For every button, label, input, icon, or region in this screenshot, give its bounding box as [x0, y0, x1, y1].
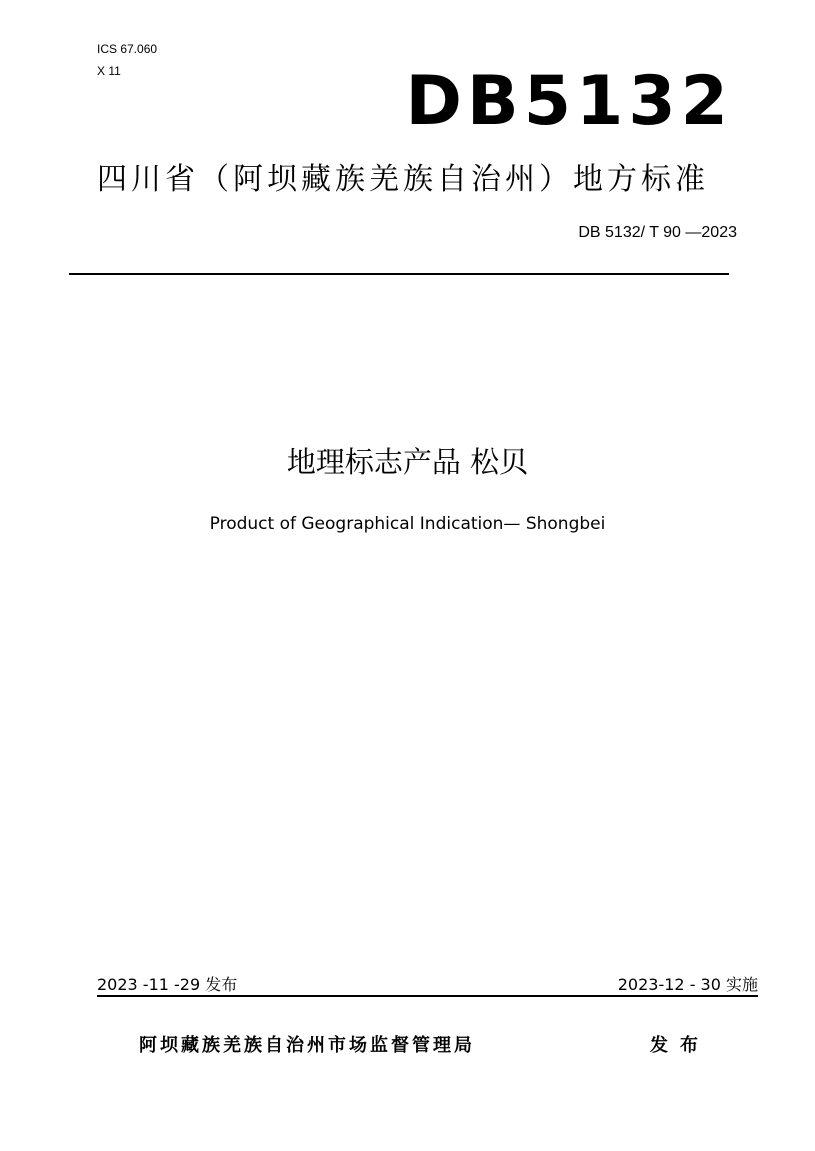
db-code-logo: DB5132 — [405, 62, 733, 141]
issuing-authority: 阿坝藏族羌族自治州市场监督管理局 — [139, 1035, 475, 1056]
top-divider — [69, 273, 729, 275]
implementation-date: 2023-12 - 30 实施 — [617, 975, 758, 994]
ics-code: ICS 67.060 — [97, 42, 158, 56]
issue-label: 发布 — [650, 1035, 710, 1056]
issue-date: 2023 -11 -29 发布 — [97, 975, 238, 994]
classification-code: X 11 — [97, 64, 121, 78]
standard-number: DB 5132/ T 90 —2023 — [578, 224, 737, 241]
standard-type-title: 四川省（阿坝藏族羌族自治州）地方标准 — [97, 162, 709, 197]
document-title-chinese: 地理标志产品 松贝 — [286, 445, 529, 479]
document-title-english: Product of Geographical Indication— Shongbei — [209, 514, 606, 534]
bottom-divider — [97, 995, 758, 997]
